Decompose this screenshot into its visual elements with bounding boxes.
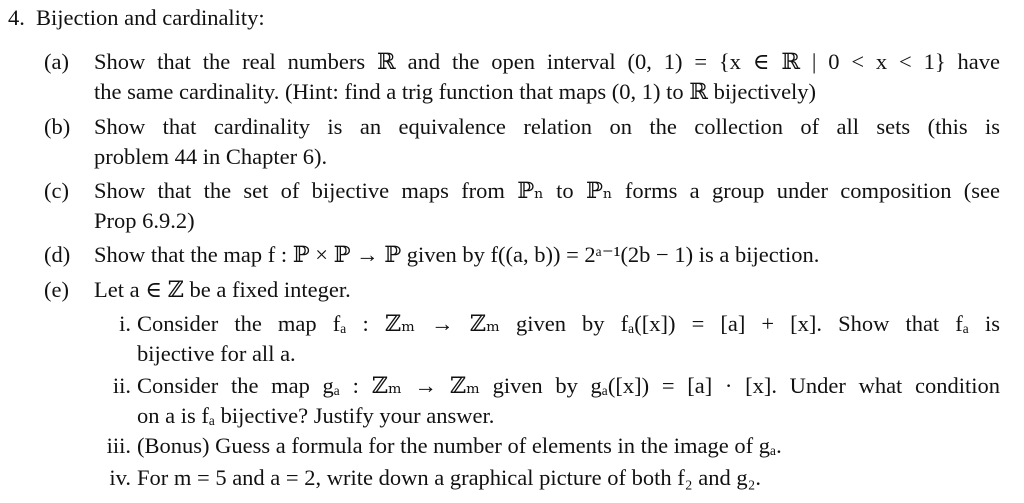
part-c	[44, 176, 1000, 236]
part-text	[94, 112, 1000, 172]
part-a	[44, 47, 1000, 107]
subpart-ii	[92, 371, 1000, 431]
part-label: (a)	[44, 49, 69, 74]
subpart-i	[92, 309, 1000, 369]
part-text	[94, 275, 1000, 305]
subpart-text	[137, 309, 1000, 369]
text-line: the same cardinality. (Hint: find a trig function that maps (0, 1) to ℝ bijectively)	[94, 79, 817, 104]
text-line: For m = 5 and a = 2, write down a graphical picture of both f₂ and g₂.	[137, 465, 762, 490]
part-label: (c)	[44, 178, 69, 203]
text-line: Show that the map f : ℙ × ℙ → ℙ given by f((a, b)) = 2ᵃ⁻¹(2b − 1) is a bijection.	[94, 242, 820, 267]
part-d	[44, 240, 1000, 270]
text-line: Show that the set of bijective maps from ℙₙ to ℙₙ forms a group under composition (see	[94, 178, 1000, 203]
problem-title: Bijection and cardinality:	[36, 5, 265, 30]
subpart-text	[137, 463, 1000, 493]
subpart-label: i.	[119, 311, 131, 336]
subpart-label: iii.	[106, 433, 131, 458]
problem-number: 4.	[8, 5, 25, 30]
text-line: Consider the map fₐ : ℤₘ → ℤₘ given by fₐ([x]) = [a] + [x]. Show that fₐ is	[137, 311, 1000, 336]
text-line: Show that the real numbers ℝ and the open interval (0, 1) = {x ∈ ℝ | 0 < x < 1} have	[94, 49, 1000, 74]
part-label: (e)	[44, 277, 69, 302]
part-text	[94, 240, 1000, 270]
text-line: problem 44 in Chapter 6).	[94, 144, 328, 169]
subpart-label: ii.	[112, 373, 131, 398]
part-label: (b)	[44, 114, 71, 139]
text-line: Consider the map gₐ : ℤₘ → ℤₘ given by gₐ([x]) = [a] · [x]. Under what condition	[137, 373, 1000, 398]
part-text	[94, 47, 1000, 107]
text-line: Let a ∈ ℤ be a fixed integer.	[94, 277, 351, 302]
part-e	[44, 275, 1000, 305]
subpart-text	[137, 371, 1000, 431]
text-line: bijective for all a.	[137, 341, 296, 366]
text-line: Show that cardinality is an equivalence relation on the collection of all sets (this is	[94, 114, 1000, 139]
part-text	[94, 176, 1000, 236]
text-line: Prop 6.9.2)	[94, 208, 195, 233]
part-b	[44, 112, 1000, 172]
subpart-iv	[92, 463, 1000, 493]
subpart-text	[137, 431, 1000, 461]
subpart-iii	[92, 431, 1000, 461]
text-line: on a is fₐ bijective? Justify your answer.	[137, 403, 495, 428]
part-label: (d)	[44, 242, 71, 267]
problem-heading	[8, 3, 265, 33]
text-line: (Bonus) Guess a formula for the number of elements in the image of gₐ.	[137, 433, 782, 458]
subpart-label: iv.	[109, 465, 131, 490]
